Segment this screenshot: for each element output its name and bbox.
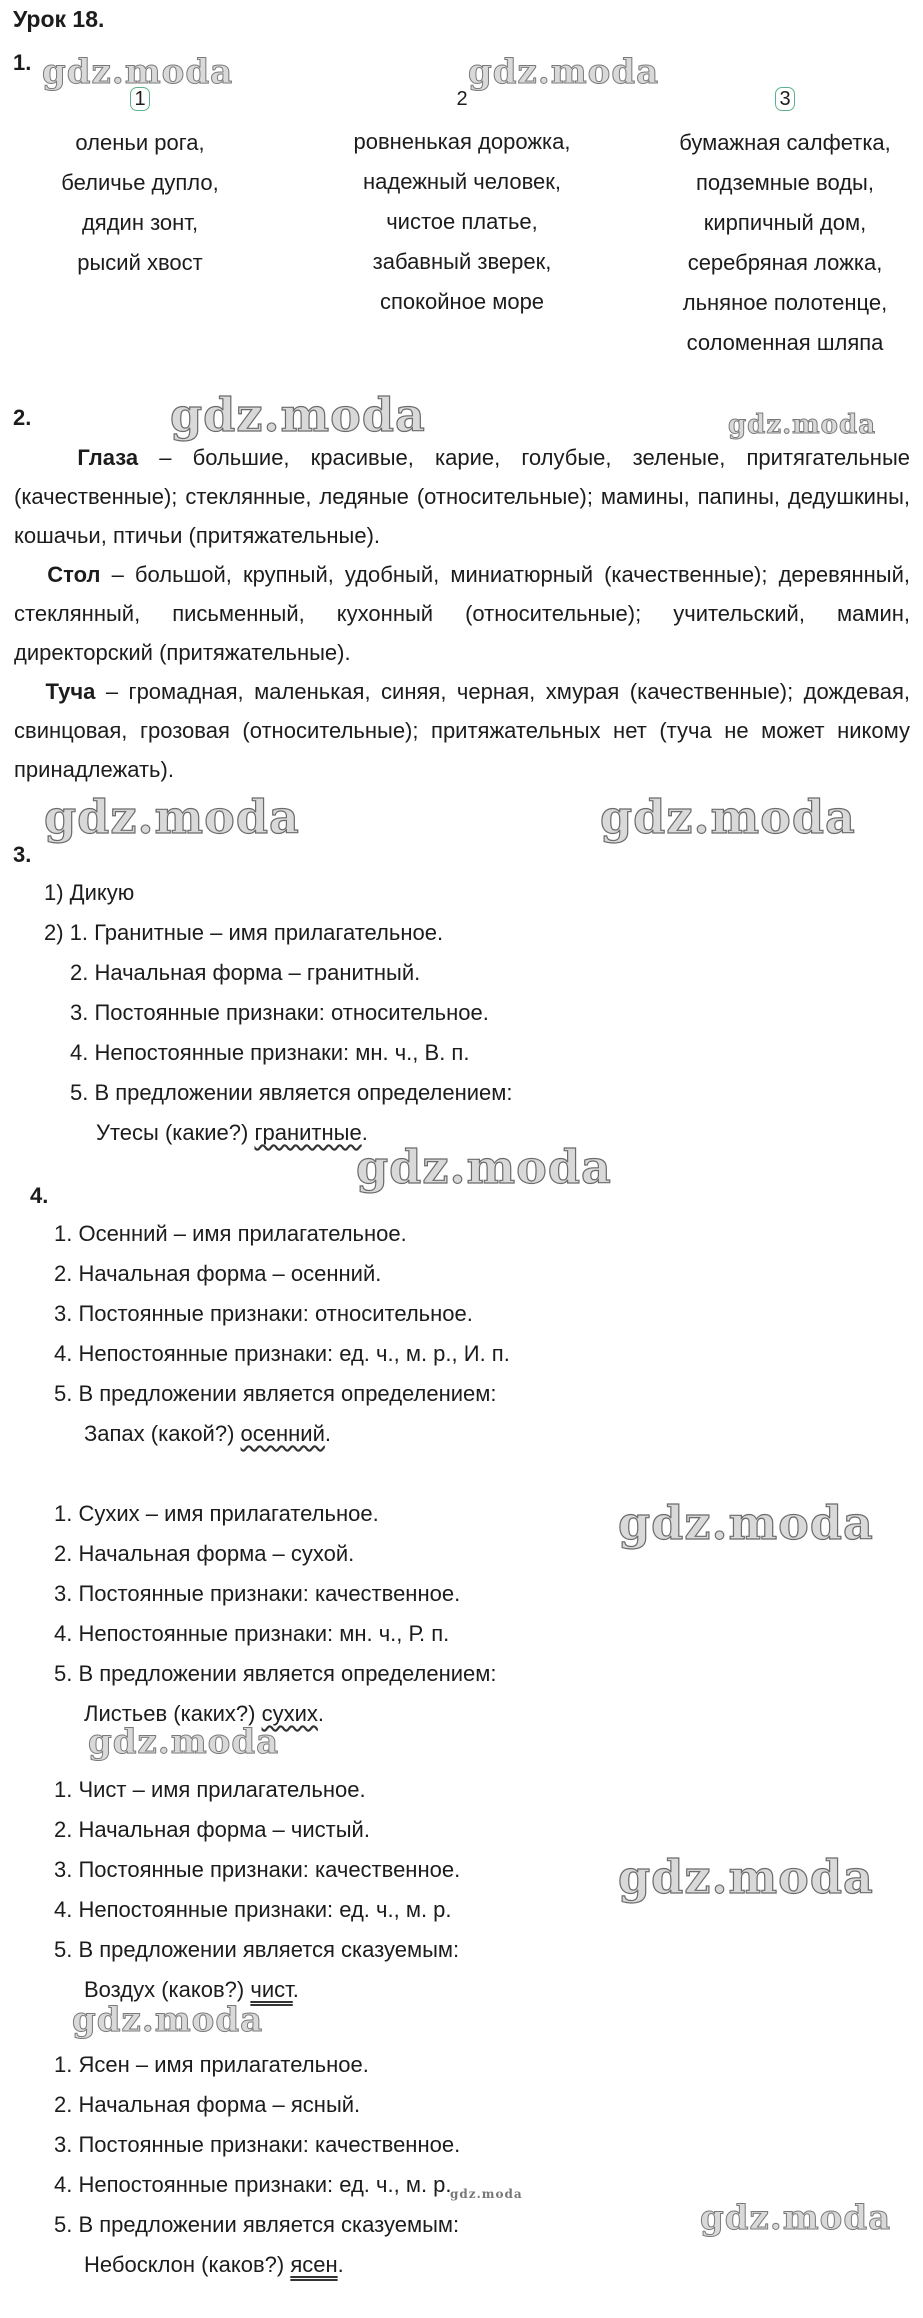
underlined-word: сухих: [261, 1701, 318, 1726]
list-item: надежный человек,: [363, 169, 561, 194]
step-line: 5. В предложении является определением:: [70, 1080, 513, 1105]
task3-number: 3.: [13, 842, 32, 867]
task1-column-2: [332, 85, 592, 322]
underlined-word: чист: [250, 1977, 293, 2002]
step-line: 2. Начальная форма – гранитный.: [70, 960, 421, 985]
watermark: gdz.moda: [618, 1850, 874, 1904]
task1-column-1: [10, 85, 270, 283]
watermark: gdz.moda: [468, 52, 660, 92]
step-line: 3. Постоянные признаки: относительное.: [54, 1301, 473, 1326]
answer-line: 1) Дикую: [44, 880, 135, 905]
list-item: ровненькая дорожка,: [353, 129, 571, 154]
watermark: gdz.moda: [72, 2000, 264, 2040]
step-line: 4. Непостоянные признаки: ед. ч., м. р.: [54, 2172, 452, 2197]
column-label: 3: [775, 87, 794, 111]
keyword: Глаза: [77, 445, 139, 470]
task2-number: 2.: [13, 405, 32, 430]
step-line: 4. Непостоянные признаки: ед. ч., м. р.: [54, 1897, 452, 1922]
step-line: 3. Постоянные признаки: качественное.: [54, 1857, 461, 1882]
step-line: 2. Начальная форма – сухой.: [54, 1541, 355, 1566]
step-line: 5. В предложении является сказуемым:: [54, 1937, 460, 1962]
step-line: 5. В предложении является сказуемым:: [54, 2212, 460, 2237]
list-item: соломенная шляпа: [686, 330, 884, 355]
list-item: чистое платье,: [386, 209, 538, 234]
list-item: серебряная ложка,: [687, 250, 883, 275]
task4-number: 4.: [30, 1183, 49, 1208]
list-item: подземные воды,: [696, 170, 874, 195]
step-line: 1. Сухих – имя прилагательное.: [54, 1501, 379, 1526]
list-item: кирпичный дом,: [703, 210, 867, 235]
column-label: 1: [130, 87, 149, 111]
task2-paragraph-table: [14, 555, 910, 672]
paragraph-text: – большие, красивые, карие, голубые, зеленые, притягательные (качественные); стеклянные, ледяные (относительные); мамины, папины, дедушкины, кошачьи, птичьи (притяжательные).: [14, 445, 911, 548]
watermark: gdz.moda: [700, 2198, 892, 2238]
task3-answers: [44, 873, 513, 1153]
example-sentence: Воздух (каков?) чист.: [84, 1977, 299, 2002]
example-sentence: Запах (какой?) осенний.: [84, 1421, 332, 1446]
list-item: дядин зонт,: [81, 210, 199, 235]
step-line: 4. Непостоянные признаки: мн. ч., В. п.: [70, 1040, 470, 1065]
step-line: 1. Осенний – имя прилагательное.: [54, 1221, 407, 1246]
step-line: 2. Начальная форма – чистый.: [54, 1817, 370, 1842]
step-line: 2. Начальная форма – ясный.: [54, 2092, 361, 2117]
list-item: льняное полотенце,: [682, 290, 888, 315]
list-item: оленьи рога,: [75, 130, 205, 155]
task4-block-2: [54, 1494, 497, 1734]
watermark: gdz.moda: [728, 410, 877, 440]
step-line: 3. Постоянные признаки: относительное.: [70, 1000, 489, 1025]
task2-paragraph-eyes: [14, 438, 910, 555]
task3-steps: [44, 953, 513, 1153]
watermark: gdz.moda: [44, 790, 300, 844]
step-line: 1. Ясен – имя прилагательное.: [54, 2052, 369, 2077]
step-line: 4. Непостоянные признаки: мн. ч., Р. п.: [54, 1621, 450, 1646]
paragraph-text: – громадная, маленькая, синяя, черная, хмурая (качественные); дождевая, свинцовая, грозовая (относительные); притяжательных нет (туча не может никому принадлежать).: [14, 679, 910, 782]
task1-number: 1.: [13, 50, 32, 75]
watermark: gdz.moda: [618, 1496, 874, 1550]
step-line: 2. Начальная форма – осенний.: [54, 1261, 382, 1286]
watermark: gdz.moda: [88, 1722, 280, 1762]
step-line: 5. В предложении является определением:: [54, 1661, 497, 1686]
task4-block-1: [54, 1214, 510, 1454]
column-label: 2: [456, 88, 468, 110]
step-line: 5. В предложении является определением:: [54, 1381, 497, 1406]
underlined-word: гранитные: [254, 1120, 362, 1145]
underlined-word: ясен: [290, 2252, 338, 2277]
step-line: 3. Постоянные признаки: качественное.: [54, 2132, 461, 2157]
page-title: Урок 18.: [13, 6, 105, 32]
watermark: gdz.moda: [42, 52, 234, 92]
example-sentence: Небосклон (каков?) ясен.: [84, 2252, 344, 2277]
step-line: 4. Непостоянные признаки: ед. ч., м. р., И. п.: [54, 1341, 510, 1366]
list-item: бумажная салфетка,: [679, 130, 891, 155]
task4-block-3: [54, 1770, 460, 2010]
underlined-word: осенний: [240, 1421, 325, 1446]
task4-block-4: [54, 2045, 460, 2285]
step-line: 3. Постоянные признаки: качественное.: [54, 1581, 461, 1606]
paragraph-text: – большой, крупный, удобный, миниатюрный (качественные); деревянный, стеклянный, письменный, кухонный (относительные); учительский, мамин, директорский (притяжательные).: [14, 562, 910, 665]
example-sentence: Листьев (каких?) сухих.: [84, 1701, 324, 1726]
answer-line: 2) 1. Гранитные – имя прилагательное.: [44, 920, 444, 945]
keyword: Стол: [47, 562, 101, 587]
list-item: спокойное море: [379, 289, 545, 314]
list-item: беличье дупло,: [61, 170, 219, 195]
watermark: gdz.moda: [356, 1140, 612, 1194]
step-line: 1. Чист – имя прилагательное.: [54, 1777, 366, 1802]
list-item: забавный зверек,: [372, 249, 552, 274]
example-sentence: Утесы (какие?) гранитные.: [96, 1120, 368, 1145]
task2-paragraph-cloud: [14, 672, 910, 789]
task1-column-3: [655, 85, 915, 363]
keyword: Туча: [45, 679, 96, 704]
watermark: gdz.moda: [600, 790, 856, 844]
watermark: gdz.moda: [450, 2187, 523, 2201]
watermark: gdz.moda: [170, 388, 426, 442]
list-item: рысий хвост: [77, 250, 203, 275]
